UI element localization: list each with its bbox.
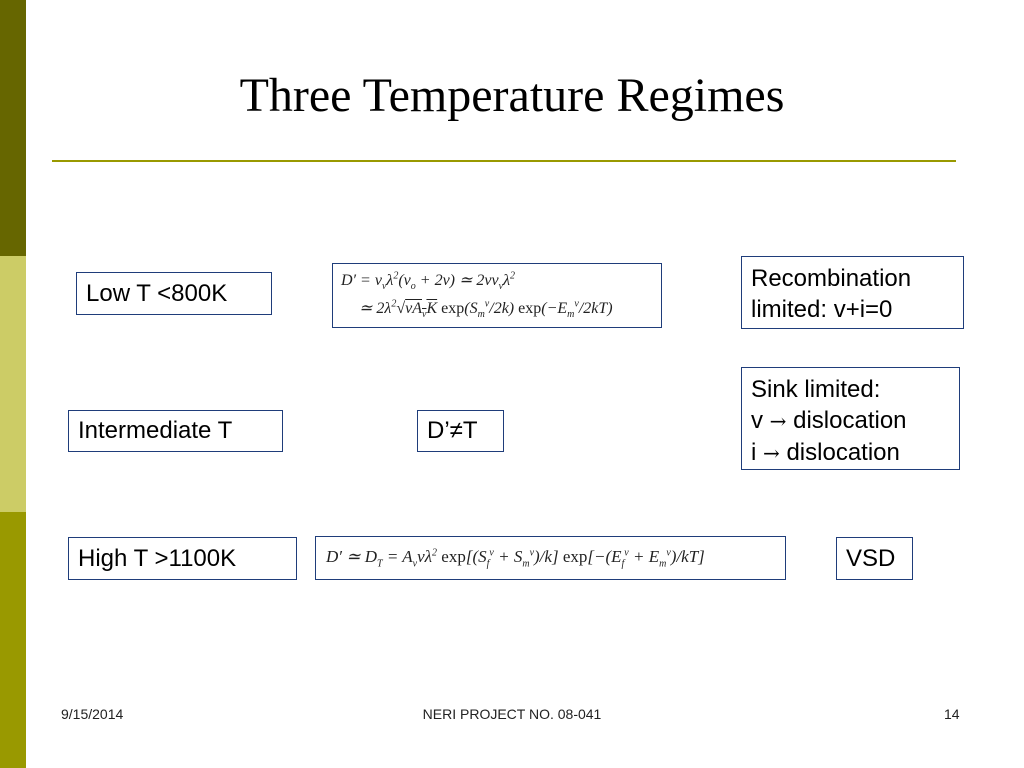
intermediate-temperature-label: Intermediate T <box>78 417 233 444</box>
accent-strip-top <box>0 0 26 256</box>
high-temperature-equation: D′ ≃ $D_T = A_vv\lambda^2$ $\exp[(S_f^v + S_m^v)/k] \exp[-(E_f^v + E_m^v)/kT]$ <box>315 536 786 580</box>
vsd-box <box>836 537 913 580</box>
vacancy-symbol: v <box>751 407 763 434</box>
low-temperature-equation: $D' = v_v\lambda^2(v_o + 2v)$ ≃ $2vv_v\lambda^2$ ≃ $2\lambda^2√vA_vK$ $\exp(S_m^v/2k)$ $\exp(-E_m^v/2kT)$ <box>332 263 662 328</box>
accent-strip-bottom <box>0 512 26 768</box>
intermediate-relation-label: D’≠T <box>427 417 478 444</box>
page-number: 14 <box>944 706 960 722</box>
footer-date: 9/15/2014 <box>61 706 124 722</box>
sink-limited-box <box>741 367 960 470</box>
sink-line-1: Sink limited: <box>751 376 881 403</box>
low-temperature-box <box>76 272 272 315</box>
recombination-line-1: Recombination <box>751 265 912 292</box>
high-temperature-label: High T >1100K <box>78 544 237 572</box>
recombination-limited-box <box>741 256 964 329</box>
footer-center <box>0 706 1024 722</box>
accent-strip-middle <box>0 256 26 512</box>
interstitial-symbol: i <box>751 439 757 466</box>
arrow-right-icon: → <box>769 409 787 433</box>
high-temperature-box <box>68 537 297 580</box>
vacancy-target: dislocation <box>793 407 907 434</box>
recombination-line-2: limited: v+i=0 <box>751 296 893 323</box>
title-divider <box>52 160 956 162</box>
low-temperature-label: Low T <800K <box>86 279 228 307</box>
vsd-label: VSD <box>846 544 896 572</box>
slide-title: Three Temperature Regimes <box>239 69 785 122</box>
footer-project: NERI PROJECT NO. 08-041 <box>422 706 602 722</box>
intermediate-relation-box <box>417 410 504 452</box>
interstitial-target: dislocation <box>786 439 900 466</box>
sink-line-3 <box>751 437 950 469</box>
intermediate-temperature-box <box>68 410 283 452</box>
arrow-right-icon: → <box>763 441 780 465</box>
sink-line-2 <box>751 405 950 437</box>
